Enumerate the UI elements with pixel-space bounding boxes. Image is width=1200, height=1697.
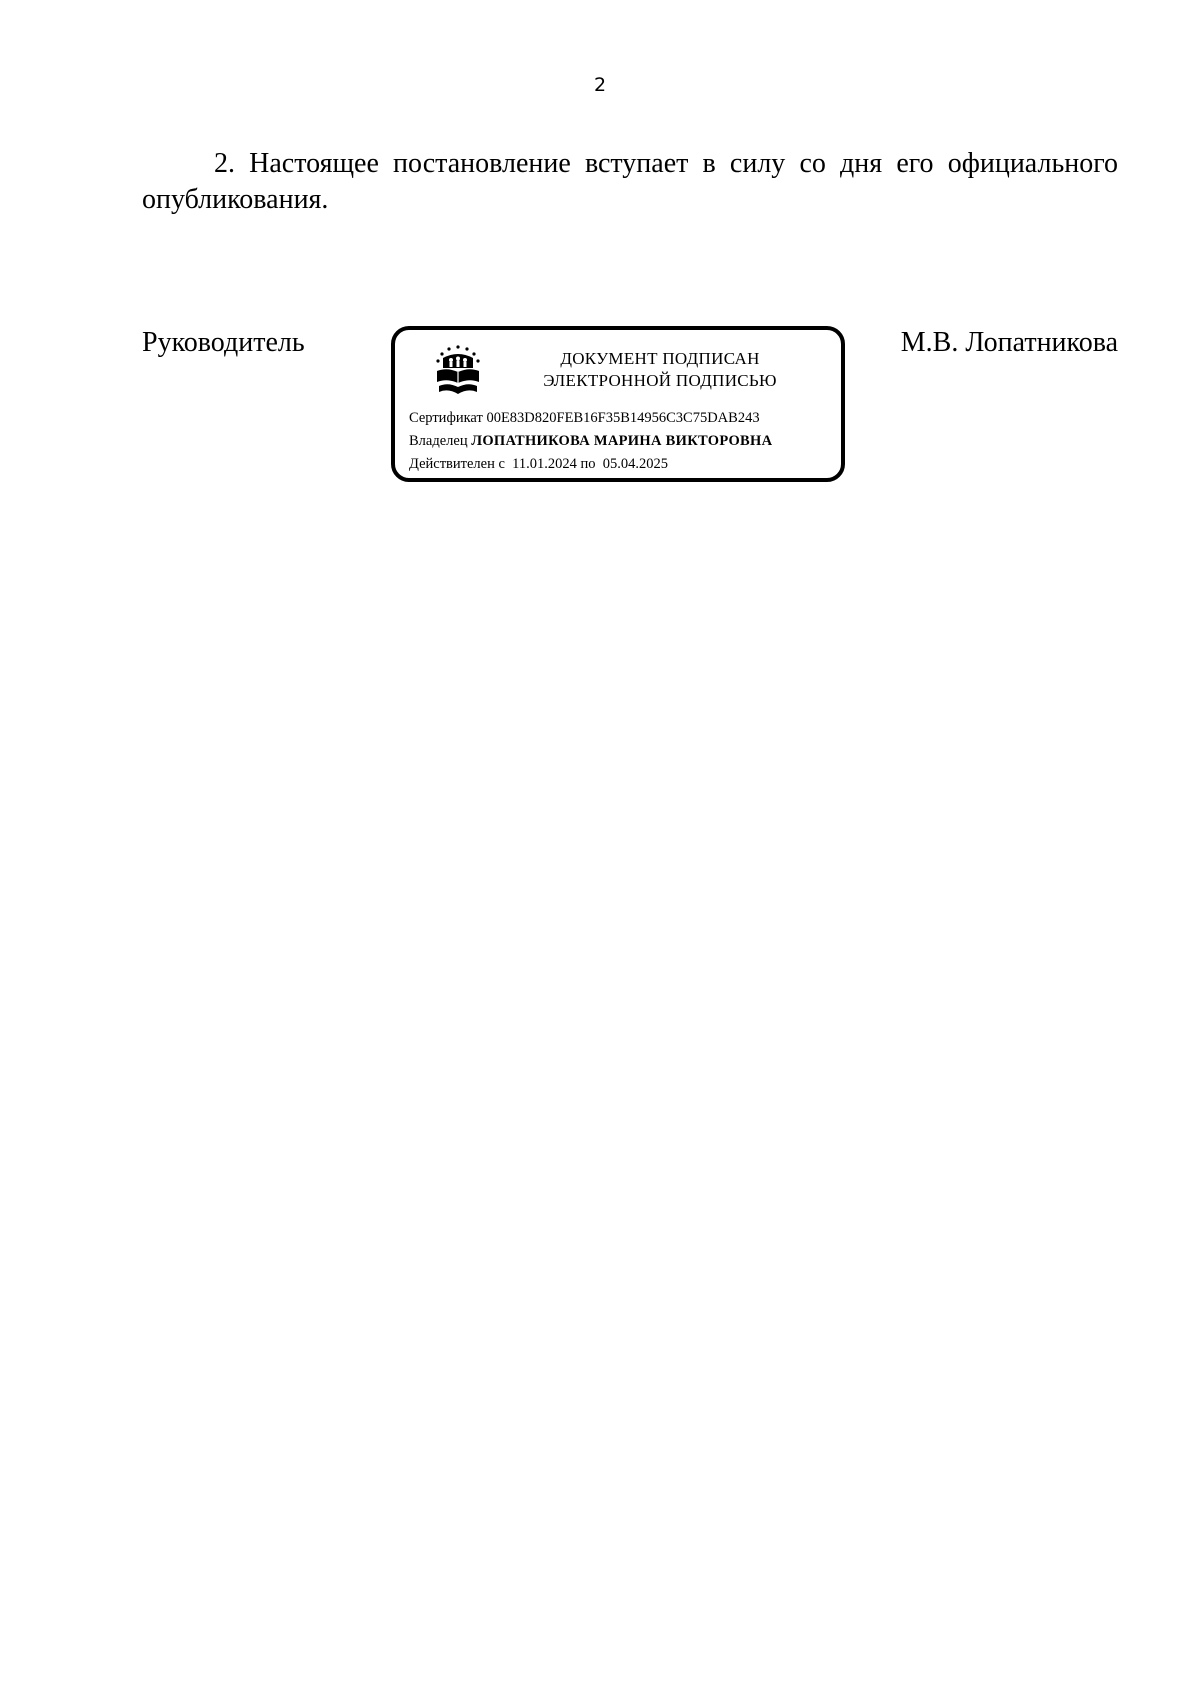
certificate-row [409, 410, 760, 427]
certificate-value: 00E83D820FEB16F35B14956C3C75DAB243 [486, 410, 760, 426]
page-number: 2 [593, 74, 607, 96]
stamp-heading-line1: ДОКУМЕНТ ПОДПИСАН [560, 349, 760, 368]
owner-value: ЛОПАТНИКОВА МАРИНА ВИКТОРОВНА [471, 433, 773, 449]
stamp-heading [505, 348, 815, 392]
signatory-name: М.В. Лопатникова [900, 327, 1118, 358]
owner-row [409, 433, 772, 450]
valid-to-date: 05.04.2025 [602, 456, 669, 472]
coat-of-arms-icon [433, 344, 483, 398]
body-paragraph: 2. Настоящее постановление вступает в силу со дня его официального опубликования. [142, 148, 1118, 215]
owner-label: Владелец [409, 433, 468, 449]
valid-to-label: по [580, 456, 596, 472]
electronic-signature-stamp [391, 326, 845, 482]
valid-from-date: 11.01.2024 [512, 456, 577, 472]
stamp-heading-line2: ЭЛЕКТРОННОЙ ПОДПИСЬЮ [543, 371, 777, 390]
signatory-title: Руководитель [142, 327, 305, 358]
certificate-label: Сертификат [409, 410, 483, 426]
valid-from-label: Действителен с [409, 456, 505, 472]
validity-row [409, 456, 668, 473]
